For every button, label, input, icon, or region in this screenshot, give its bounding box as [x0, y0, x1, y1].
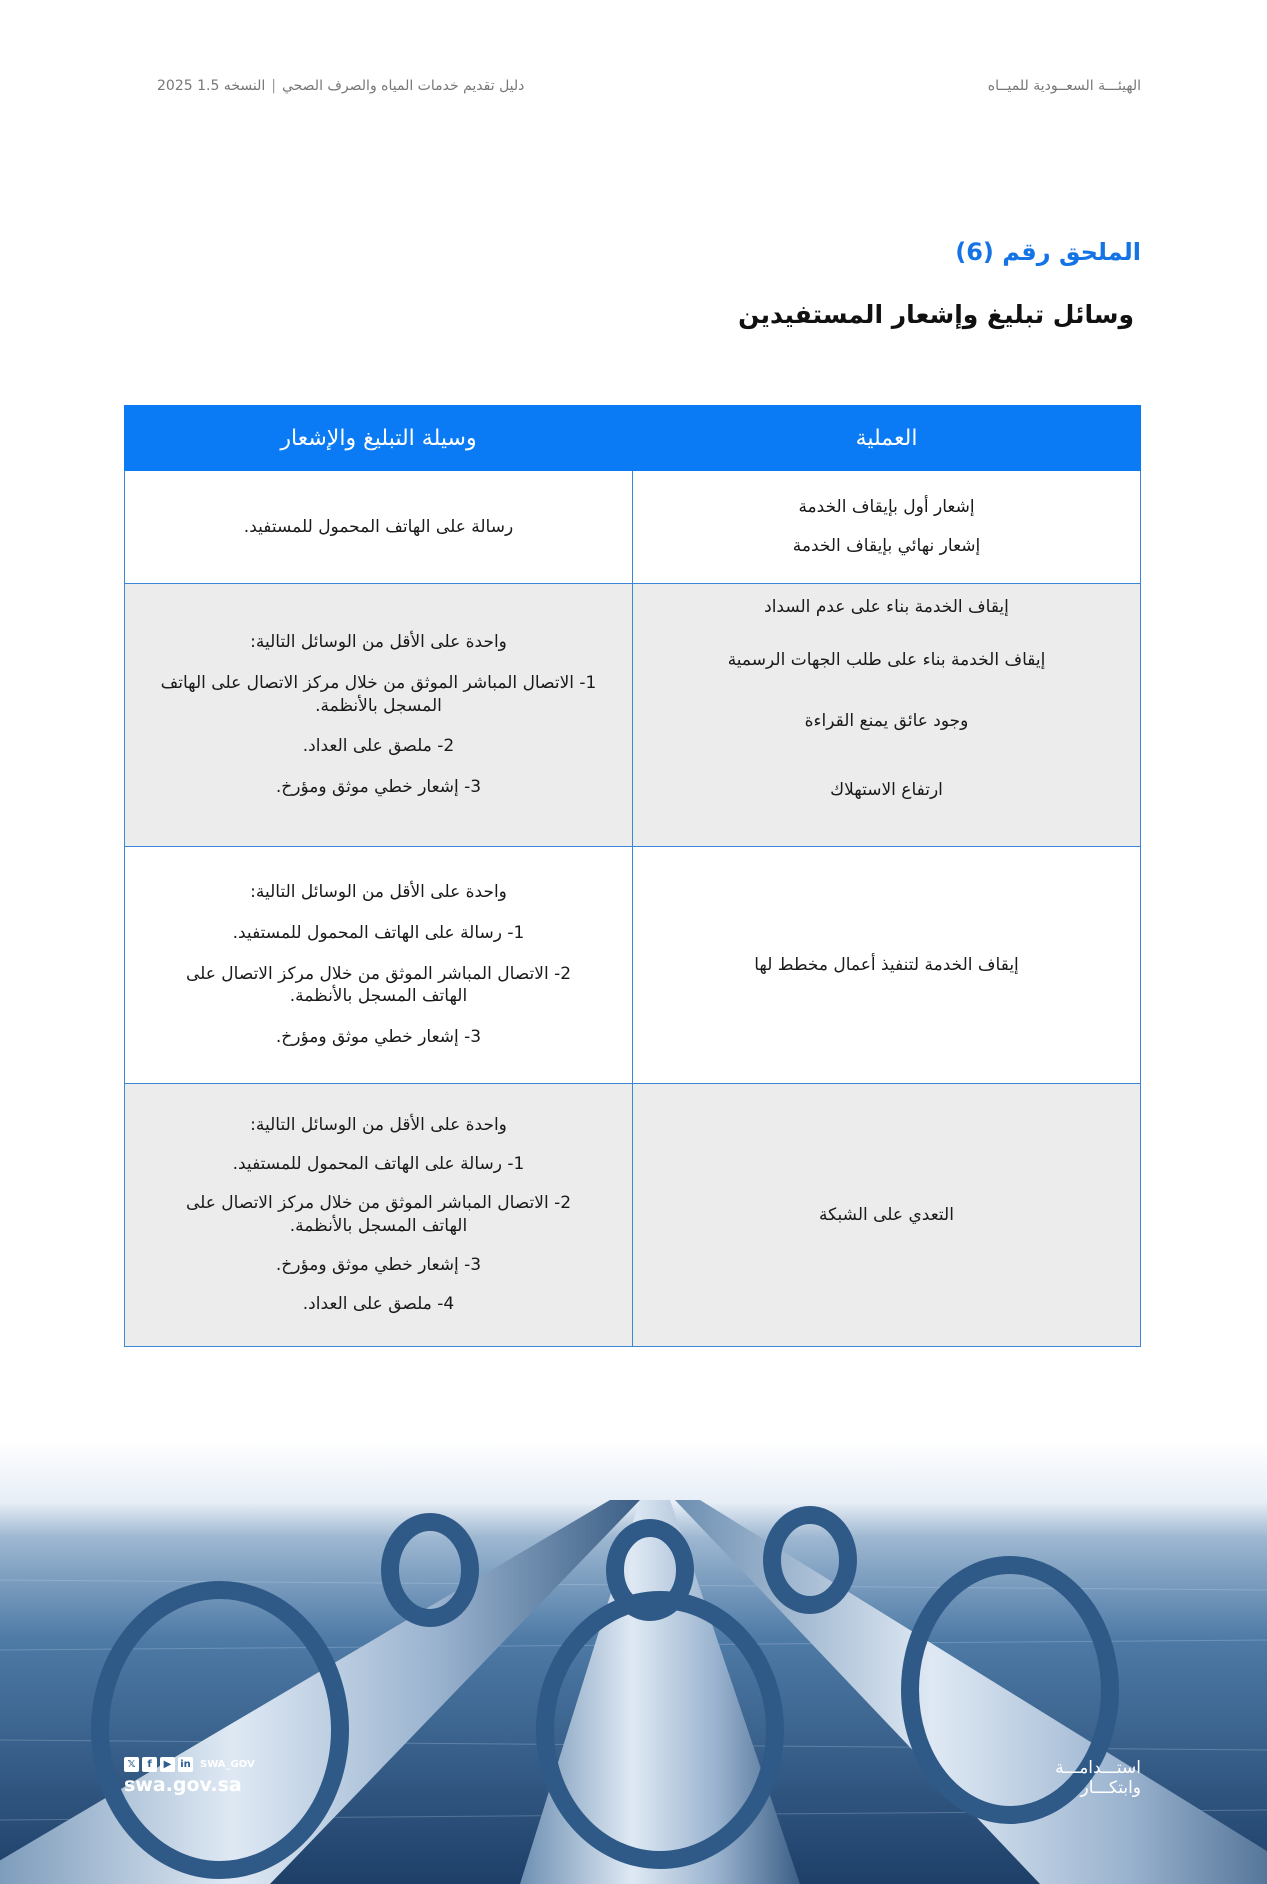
social-links — [124, 1757, 255, 1772]
notification-table — [124, 405, 1141, 1347]
process-item: إيقاف الخدمة بناء على عدم السداد — [764, 597, 1009, 617]
method-item: واحدة على الأقل من الوسائل التالية: — [250, 631, 507, 652]
method-item: واحدة على الأقل من الوسائل التالية: — [250, 1115, 507, 1136]
social-handle: SWA_GOV — [200, 1759, 255, 1770]
method-cell — [125, 584, 633, 847]
method-item: رسالة على الهاتف المحمول للمستفيد. — [243, 516, 514, 537]
header-separator: | — [271, 78, 276, 94]
method-cell — [125, 847, 633, 1084]
process-cell — [633, 584, 1141, 847]
header-guide-title: دليل تقديم خدمات المياه والصرف الصحي — [281, 78, 525, 94]
method-item: 1- رسالة على الهاتف المحمول للمستفيد. — [232, 922, 525, 943]
table-row — [125, 1084, 1141, 1347]
table-row — [125, 471, 1141, 584]
pipelines-photo — [0, 1440, 1267, 1884]
process-item: إشعار نهائي بإيقاف الخدمة — [792, 536, 981, 556]
header-guide — [157, 78, 524, 94]
header-org: الهيئـــة السعــودية للميــاه — [987, 78, 1141, 94]
footer-contact — [124, 1757, 255, 1796]
table-row — [125, 584, 1141, 847]
youtube-icon[interactable]: ▶ — [160, 1757, 175, 1772]
process-item: إيقاف الخدمة لتنفيذ أعمال مخطط لها — [754, 954, 1019, 975]
method-item: 2- الاتصال المباشر الموثق من خلال مركز الاتصال على الهاتف المسجل بالأنظمة. — [185, 1193, 572, 1236]
header-process: العملية — [633, 406, 1141, 471]
x-icon[interactable]: 𝕏 — [124, 1757, 139, 1772]
process-item: ارتفاع الاستهلاك — [830, 779, 943, 800]
footer-slogan — [1055, 1758, 1141, 1799]
method-item: واحدة على الأقل من الوسائل التالية: — [250, 881, 507, 902]
method-cell — [125, 1084, 633, 1347]
facebook-icon[interactable]: f — [142, 1757, 157, 1772]
header-version: النسخه 1.5 2025 — [157, 78, 266, 94]
method-cell — [125, 471, 633, 584]
method-item: 4- ملصق على العداد. — [302, 1293, 455, 1314]
process-cell — [633, 1084, 1141, 1347]
method-item: 2- ملصق على العداد. — [302, 736, 455, 757]
slogan-line: استـــدامـــة — [1055, 1758, 1141, 1778]
linkedin-icon[interactable]: in — [178, 1757, 193, 1772]
process-item: التعدي على الشبكة — [819, 1204, 954, 1225]
website-link[interactable]: swa.gov.sa — [124, 1774, 242, 1796]
method-item: 2- الاتصال المباشر الموثق من خلال مركز الاتصال على الهاتف المسجل بالأنظمة. — [185, 963, 572, 1007]
method-item: 1- الاتصال المباشر الموثق من خلال مركز الاتصال على الهاتف المسجل بالأنظمة. — [160, 672, 597, 716]
page-subtitle: وسائل تبليغ وإشعار المستفيدين — [738, 300, 1134, 329]
table-row — [125, 847, 1141, 1084]
process-item: إشعار أول بإيقاف الخدمة — [798, 497, 975, 518]
table-header-row — [125, 406, 1141, 471]
process-item: إيقاف الخدمة بناء على طلب الجهات الرسمية — [727, 649, 1046, 670]
process-cell — [633, 471, 1141, 584]
method-item: 3- إشعار خطي موثق ومؤرخ. — [275, 1027, 482, 1048]
method-item: 3- إشعار خطي موثق ومؤرخ. — [275, 1254, 482, 1275]
process-item: وجود عائق يمنع القراءة — [804, 710, 969, 731]
process-cell — [633, 847, 1141, 1084]
header-method: وسيلة التبليغ والإشعار — [125, 406, 633, 471]
annex-title: الملحق رقم (6) — [955, 238, 1141, 266]
slogan-line: وابتكـــار — [1080, 1778, 1141, 1799]
method-item: 1- رسالة على الهاتف المحمول للمستفيد. — [232, 1154, 525, 1175]
method-item: 3- إشعار خطي موثق ومؤرخ. — [275, 777, 482, 798]
